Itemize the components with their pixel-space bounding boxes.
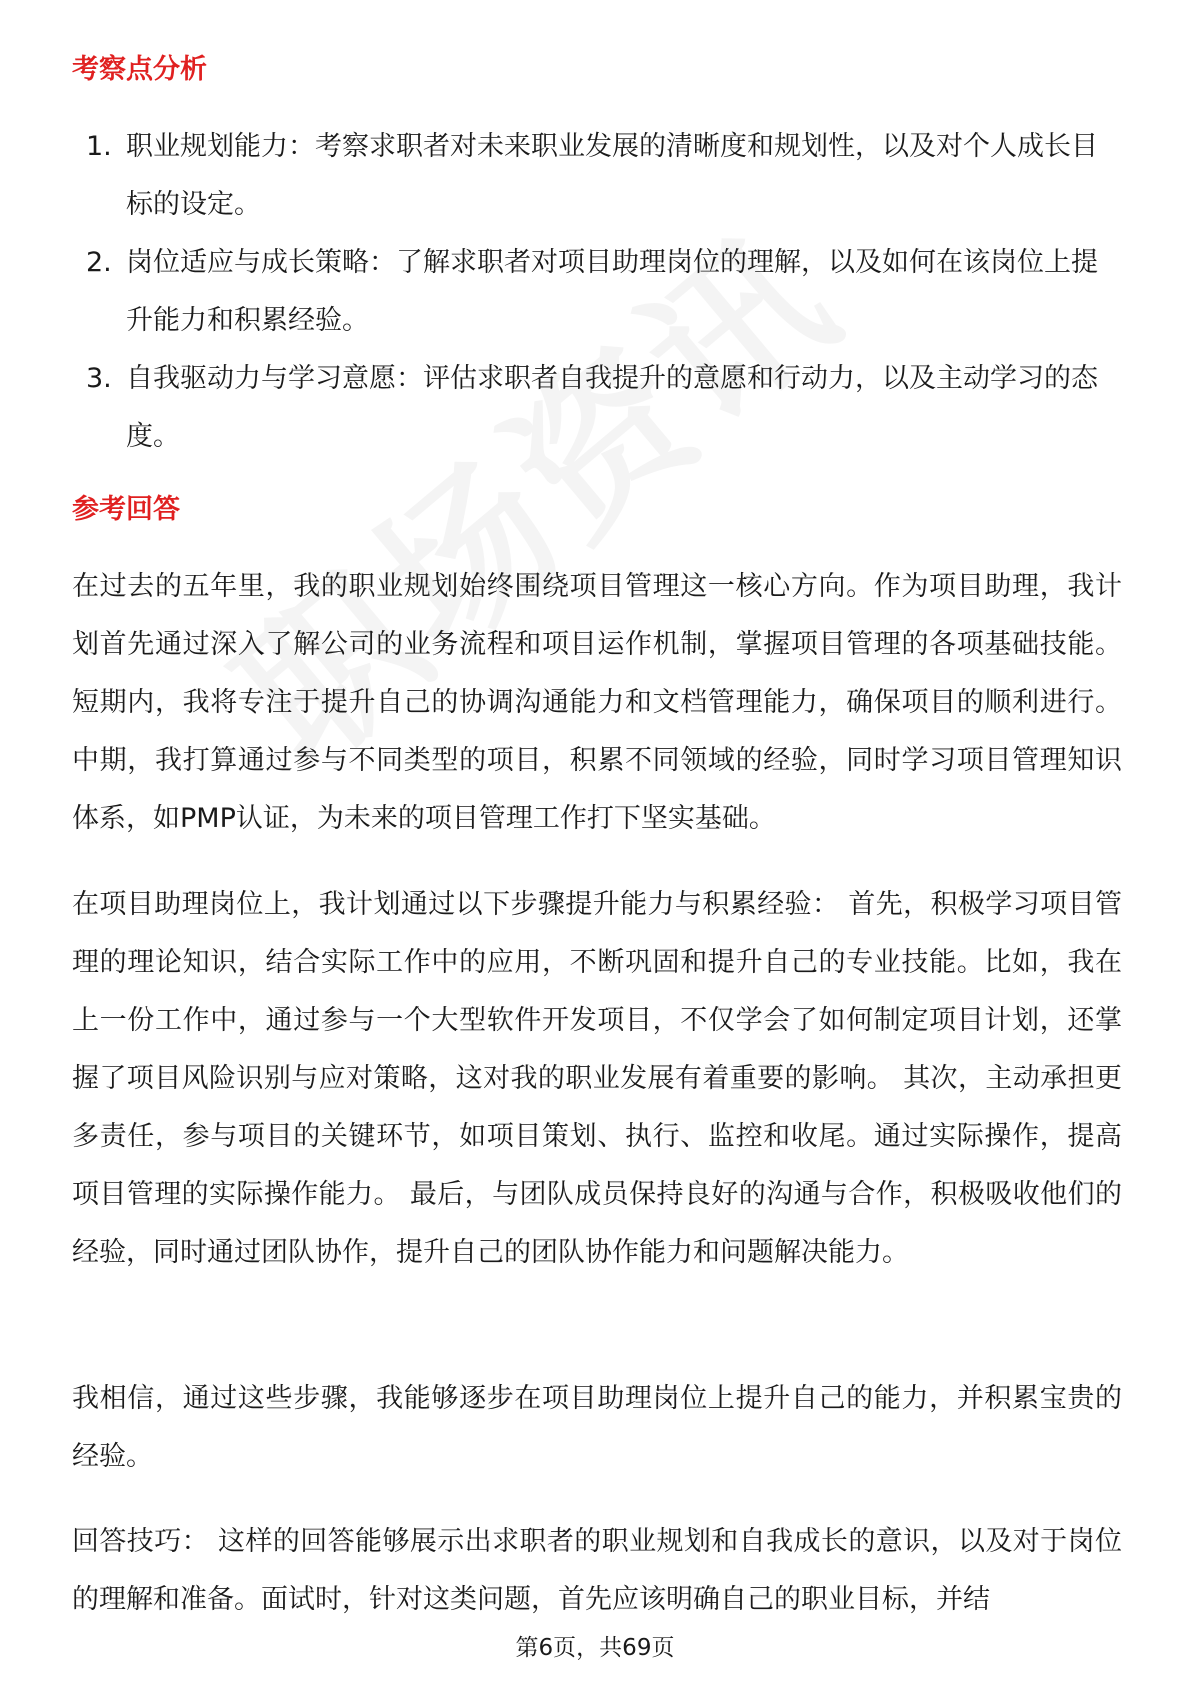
section-title-analysis: 考察点分析 xyxy=(72,54,207,85)
list-item-number: 2. xyxy=(86,247,112,278)
page-number: 第6页，共69页 xyxy=(515,1635,675,1661)
analysis-points-list xyxy=(72,118,1122,466)
list-item-number: 1. xyxy=(86,131,112,162)
list-item xyxy=(72,234,1122,350)
section-title-answer: 参考回答 xyxy=(72,494,180,525)
answer-paragraph: 在过去的五年里，我的职业规划始终围绕项目管理这一核心方向。作为项目助理，我计划首先通过深入了解公司的业务流程和项目运作机制，掌握项目管理的各项基础技能。短期内，我将专注于提升自己的协调沟通能力和文档管理能力，确保项目的顺利进行。中期，我打算通过参与不同类型的项目，积累不同领域的经验，同时学习项目管理知识体系，如PMP认证，为未来的项目管理工作打下坚实基础。 xyxy=(72,571,1122,834)
list-item xyxy=(72,350,1122,466)
list-item-text: 岗位适应与成长策略：了解求职者对项目助理岗位的理解，以及如何在该岗位上提升能力和积累经验。 xyxy=(126,247,1098,336)
list-item-text: 自我驱动力与学习意愿：评估求职者自我提升的意愿和行动力，以及主动学习的态度。 xyxy=(126,363,1098,452)
list-item-number: 3. xyxy=(86,363,112,394)
list-item-text: 职业规划能力：考察求职者对未来职业发展的清晰度和规划性，以及对个人成长目标的设定。 xyxy=(126,131,1098,220)
answer-tips-paragraph: 回答技巧： 这样的回答能够展示出求职者的职业规划和自我成长的意识，以及对于岗位的理解和准备。面试时，针对这类问题，首先应该明确自己的职业目标，并结 xyxy=(72,1526,1122,1615)
list-item xyxy=(72,118,1122,234)
answer-paragraph: 在项目助理岗位上，我计划通过以下步骤提升能力与积累经验： 首先，积极学习项目管理的理论知识，结合实际工作中的应用，不断巩固和提升自己的专业技能。比如，我在上一份工作中，通过参与一个大型软件开发项目，不仅学会了如何制定项目计划，还掌握了项目风险识别与应对策略，这对我的职业发展有着重要的影响。 其次，主动承担更多责任，参与项目的关键环节，如项目策划、执行、监控和收尾。通过实际操作，提高项目管理的实际操作能力。 最后，与团队成员保持良好的沟通与合作，积极吸收他们的经验，同时通过团队协作，提升自己的团队协作能力和问题解决能力。 xyxy=(72,889,1122,1268)
answer-paragraph: 我相信，通过这些步骤，我能够逐步在项目助理岗位上提升自己的能力，并积累宝贵的经验。 xyxy=(72,1383,1122,1472)
